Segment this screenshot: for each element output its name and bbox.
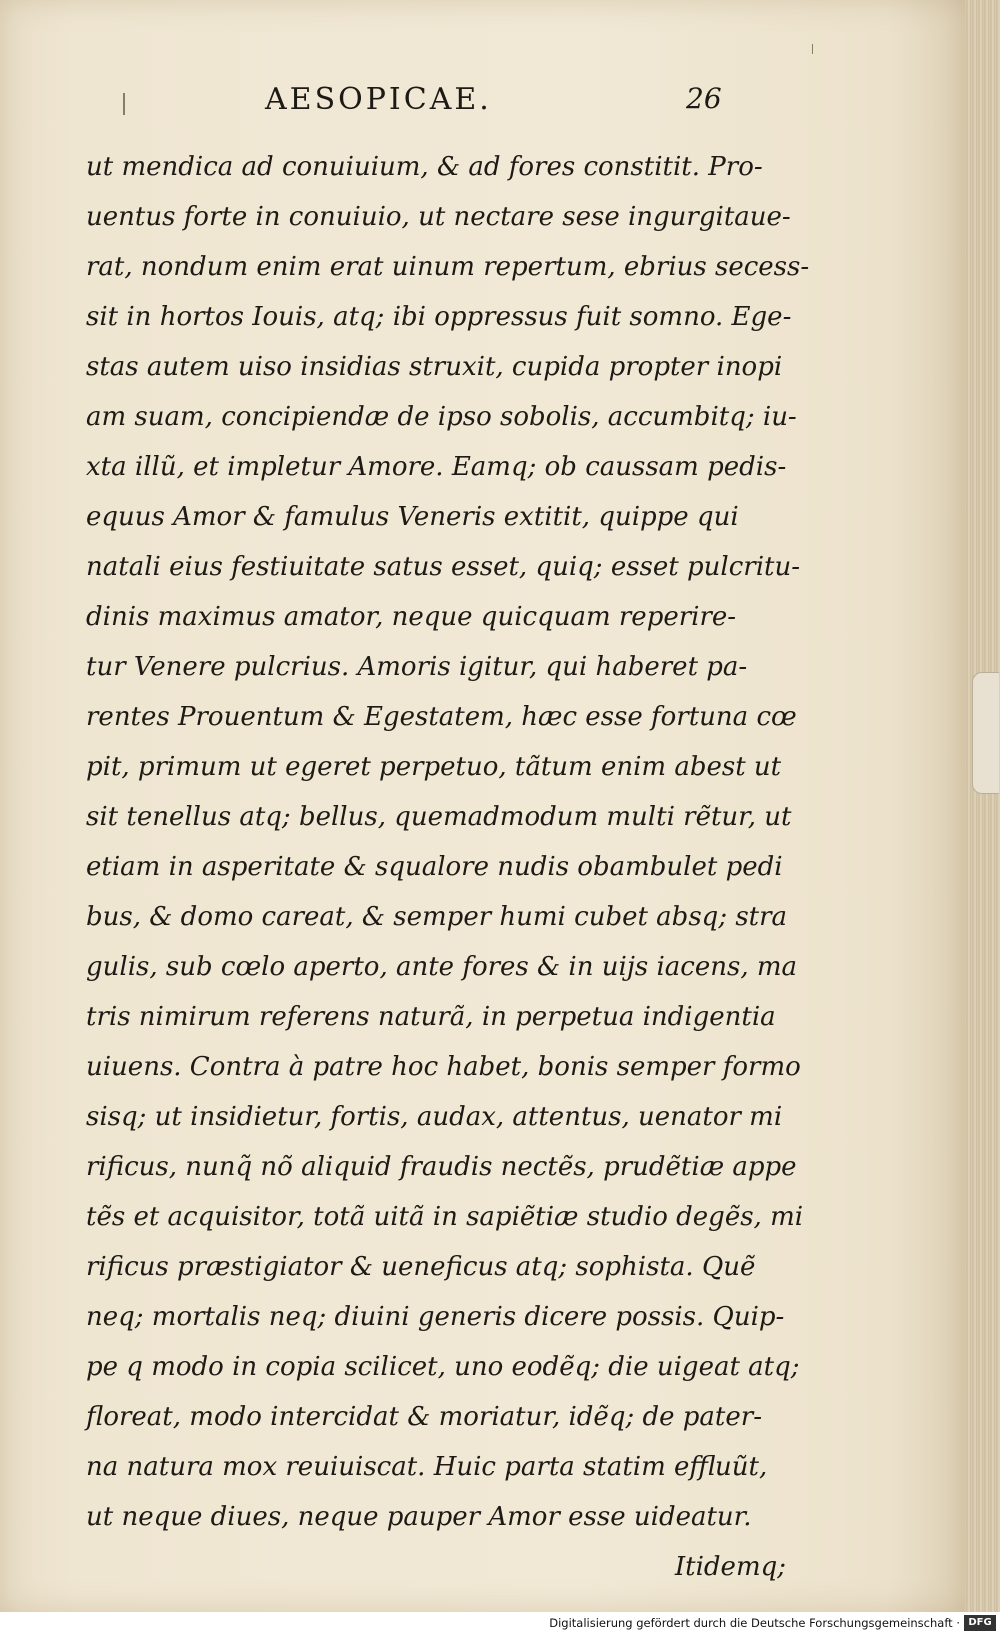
text-line: na natura mox reuiuiscat. Huic parta statim effluũt,: [86, 1452, 768, 1482]
text-line: natali eius festiuitate satus esset, quiq; esset pulcritu-: [86, 552, 800, 582]
text-line: rificus præstigiator & ueneficus atq; sophista. Quẽ: [86, 1252, 756, 1282]
dfg-logo: DFG: [964, 1615, 996, 1631]
body-text: [86, 142, 810, 1592]
text-line: sit in hortos Iouis, atq; ibi oppressus fuit somno. Ege-: [86, 302, 792, 332]
catchword: Itidemq;: [674, 1552, 786, 1582]
text-line: rificus, nunq̃ nõ aliquid fraudis nectẽs, prudẽtiæ appe: [86, 1152, 797, 1182]
funding-credit: Digitalisierung gefördert durch die Deutsche Forschungsgemeinschaft ·: [549, 1616, 960, 1630]
text-line: equus Amor & famulus Veneris extitit, quippe qui: [86, 502, 739, 532]
page-tab: [972, 672, 999, 794]
text-line: gulis, sub cœlo aperto, ante fores & in uijs iacens, ma: [86, 952, 798, 982]
margin-mark: [123, 93, 125, 115]
text-line: floreat, modo intercidat & moriatur, idẽq; de pater-: [86, 1402, 762, 1432]
text-line: tur Venere pulcrius. Amoris igitur, qui haberet pa-: [86, 652, 748, 682]
text-line: dinis maximus amator, neque quicquam reperire-: [86, 602, 737, 632]
text-line: uentus forte in conuiuio, ut nectare sese ingurgitaue-: [86, 202, 791, 232]
text-line: ut mendica ad conuiuium, & ad fores constitit. Pro-: [86, 152, 763, 182]
page-edges: [965, 0, 1000, 1612]
text-line: rat, nondum enim erat uinum repertum, ebrius secess-: [86, 252, 810, 282]
text-line: sit tenellus atq; bellus, quemadmodum multi rẽtur, ut: [86, 802, 792, 832]
text-line: bus, & domo careat, & semper humi cubet absq; stra: [86, 902, 788, 932]
text-line: ut neque diues, neque pauper Amor esse uideatur.: [86, 1502, 752, 1532]
running-title: AESOPICAE.: [265, 82, 492, 117]
text-line: neq; mortalis neq; diuini generis dicere possis. Quip-: [86, 1302, 785, 1332]
text-line: uiuens. Contra à patre hoc habet, bonis semper formo: [86, 1052, 801, 1082]
text-line: am suam, concipiendæ de ipso sobolis, accumbitq; iu-: [86, 402, 797, 432]
text-line: etiam in asperitate & squalore nudis obambulet pedi: [86, 852, 783, 882]
text-line: rentes Prouentum & Egestatem, hæc esse fortuna cœ: [86, 702, 797, 732]
text-line: xta illũ, et impletur Amore. Eamq; ob caussam pedis-: [86, 452, 787, 482]
text-line: pe q modo in copia scilicet, uno eodẽq; die uigeat atq;: [86, 1352, 800, 1382]
text-line: stas autem uiso insidias struxit, cupida propter inopi: [86, 352, 783, 382]
margin-mark: [812, 44, 813, 54]
text-line: tris nimirum referens naturã, in perpetua indigentia: [86, 1002, 776, 1032]
text-line: tẽs et acquisitor, totã uitã in sapiẽtiæ studio degẽs, mi: [86, 1202, 804, 1232]
text-line: pit, primum ut egeret perpetuo, tãtum enim abest ut: [86, 752, 782, 782]
page-number: 26: [686, 82, 722, 115]
text-line: sisq; ut insidietur, fortis, audax, attentus, uenator mi: [86, 1102, 783, 1132]
